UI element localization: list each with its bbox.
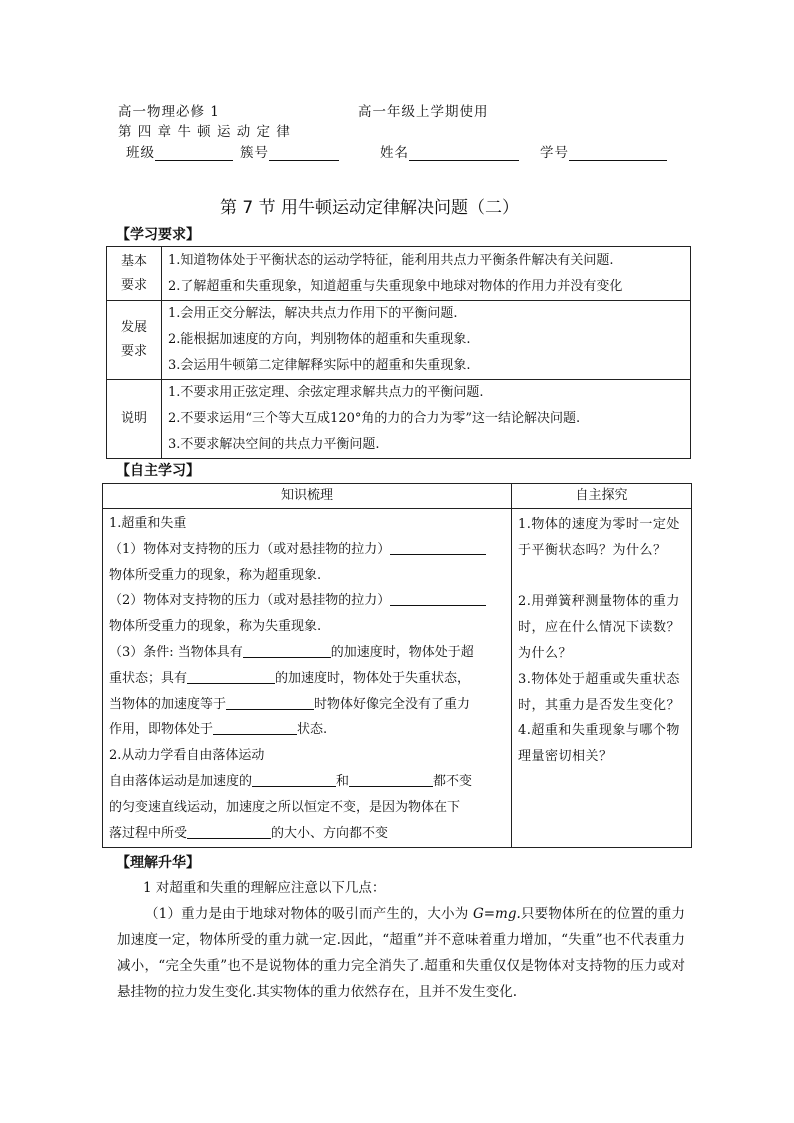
section-title: 第 7 节 用牛顿运动定律解决问题（二）	[220, 198, 520, 218]
knowledge-column-header: 知识梳理	[103, 484, 512, 509]
requirement-item: 2.了解超重和失重现象，知道超重与失重现象中地球对物体的作用力并没有变化	[168, 278, 623, 294]
number-blank[interactable]	[569, 146, 667, 161]
requirement-item: 3.不要求解决空间的共点力平衡问题.	[168, 437, 380, 452]
fill-blank[interactable]	[390, 539, 486, 555]
row-label-advanced: 发展 要求	[107, 301, 162, 380]
class-field[interactable]	[126, 141, 233, 161]
requirement-item: 1.知道物体处于平衡状态的运动学特征，能利用共点力平衡条件解决有关问题.	[168, 252, 614, 268]
course-label: 高一物理必修 1	[118, 104, 220, 120]
gravity-formula: G=mg.	[472, 906, 521, 922]
fill-blank[interactable]	[390, 590, 486, 606]
usage-label: 高一年级上学期使用	[358, 104, 489, 120]
requirements-heading: 【学习要求】	[116, 227, 200, 243]
fill-blank[interactable]	[243, 642, 331, 658]
self-study-table	[102, 483, 692, 848]
explore-question: 3.物体处于超重或失重状态时，其重力是否发生变化？	[518, 671, 681, 713]
requirements-row-notes	[107, 380, 691, 459]
name-label: 姓名	[380, 145, 409, 161]
requirements-row-advanced	[107, 301, 691, 380]
explore-question: 2.用弹簧秤测量物体的重力时，应在什么情况下读数？为什么？	[518, 594, 681, 661]
fill-blank[interactable]	[349, 771, 433, 787]
requirements-row-basic	[107, 247, 691, 301]
row-label-basic: 基本 要求	[107, 247, 162, 301]
explore-question: 4.超重和失重现象与哪个物理量密切相关？	[518, 723, 680, 765]
requirement-item: 2.能根据加速度的方向，判别物体的超重和失重现象.	[168, 332, 471, 347]
name-field[interactable]	[380, 141, 519, 161]
knowledge-cell: 1.超重和失重 （1）物体对支持物的压力（或对悬挂物的拉力） 物体所受重力的现象，称为超重现象. （2）物体对支持物的压力（或对悬挂物的拉力） 物体所受重力的现象，称为失重现象. （3）条件: 当物体具有 的加速度时，物体处于超 重状态；具有 的加速度时，物体处于失重状态， 当物体的加速度等于 时物体好像完全没有了重力 作用，即物体处于 状态. 2.从动力学看自由落体运动 自由落体运动是加速度的 和 都不变 的匀变速直线运动，加速度之所以恒定不变，是因为物体在下 落过程中所受 的大小、方向都不变	[103, 509, 512, 848]
self-study-heading: 【自主学习】	[116, 463, 200, 479]
chapter-label: 第 四 章 牛 顿 运 动 定 律	[118, 124, 291, 140]
fill-blank[interactable]	[187, 823, 271, 839]
group-blank[interactable]	[269, 146, 339, 161]
fill-blank[interactable]	[187, 668, 275, 684]
requirement-item: 3.会运用牛顿第二定律解释实际中的超重和失重现象.	[168, 358, 471, 373]
requirement-item: 1.会用正交分解法，解决共点力作用下的平衡问题.	[168, 306, 458, 321]
class-label: 班级	[126, 145, 155, 161]
understanding-heading: 【理解升华】	[116, 855, 200, 871]
understanding-intro: 1 对超重和失重的理解应注意以下几点：	[143, 880, 386, 896]
number-label: 学号	[540, 145, 569, 161]
requirements-table	[106, 246, 691, 459]
row-content-advanced	[162, 301, 691, 380]
row-content-basic	[162, 247, 691, 301]
explore-cell	[512, 509, 692, 848]
group-label: 簇号	[240, 145, 269, 161]
group-field[interactable]	[240, 141, 339, 161]
number-field[interactable]	[540, 141, 667, 161]
fill-blank[interactable]	[226, 694, 314, 710]
row-content-notes	[162, 380, 691, 459]
fill-blank[interactable]	[252, 771, 336, 787]
requirement-item: 2.不要求运用“三个等大互成120°角的力的合力为零”这一结论解决问题.	[168, 411, 581, 426]
explore-column-header: 自主探究	[512, 484, 692, 509]
class-blank[interactable]	[155, 146, 233, 161]
explore-question: 1.物体的速度为零时一定处于平衡状态吗？为什么？	[518, 517, 680, 558]
row-label-notes: 说明	[107, 380, 162, 459]
understanding-paragraph: （1）重力是由于地球对物体的吸引而产生的，大小为 G=mg.只要物体所在的位置的重力加速度一定，物体所受的重力就一定.因此，“超重”并不意味着重力增加，“失重”也不代表重力减小，“完全失重”也不是说物体的重力完全消失了.超重和失重仅仅是物体对支持物的压力或对悬挂物的拉力发生变化.其实物体的重力依然存在，且并不发生变化.	[117, 906, 685, 1000]
name-blank[interactable]	[409, 146, 519, 161]
requirement-item: 1.不要求用正弦定理、余弦定理求解共点力的平衡问题.	[168, 385, 484, 400]
fill-blank[interactable]	[213, 719, 297, 735]
